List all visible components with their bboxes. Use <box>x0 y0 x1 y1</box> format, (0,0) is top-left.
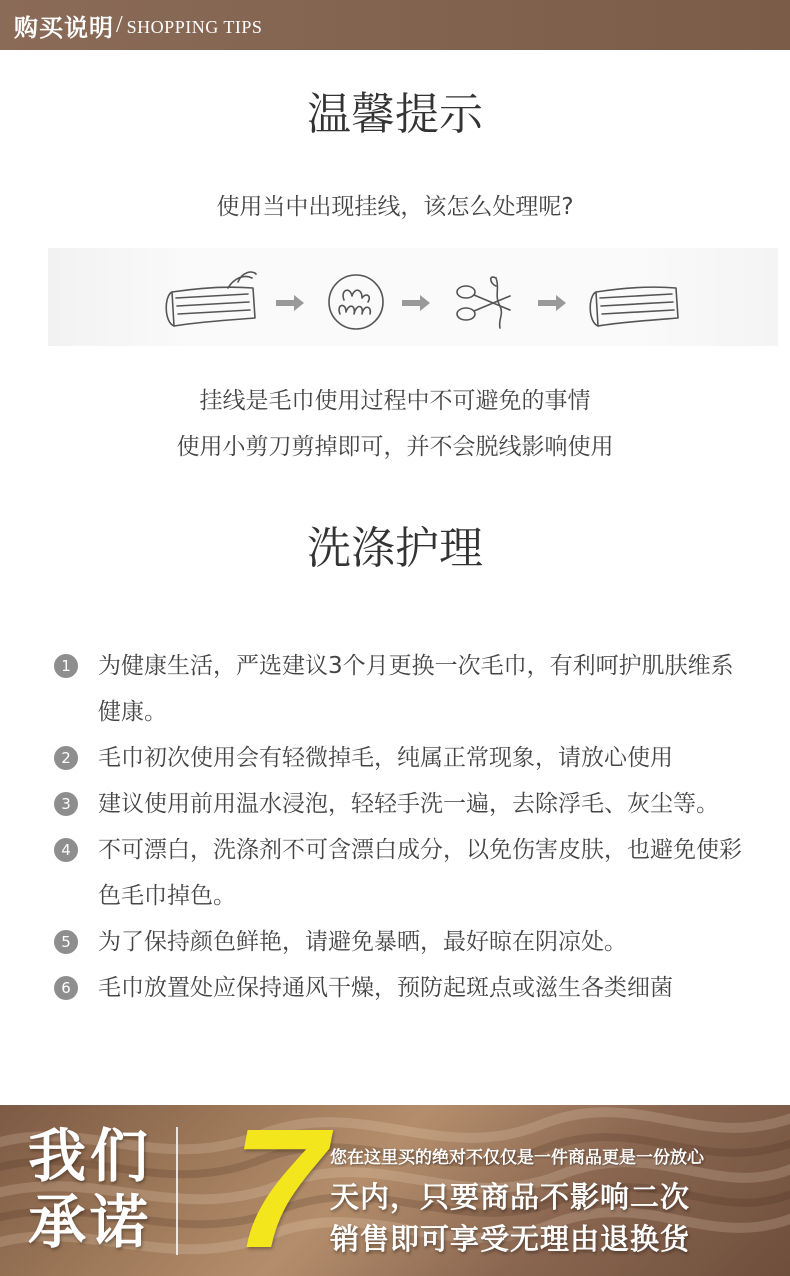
scissors-icon <box>457 277 510 328</box>
item-text: 为健康生活，严选建议3个月更换一次毛巾，有利呵护肌肤维系健康。 <box>98 653 734 725</box>
promise-big-line-1: 天内，只要商品不影响二次 <box>330 1180 691 1214</box>
header-title-en: SHOPPING TIPS <box>126 16 263 37</box>
promise-divider <box>176 1127 178 1255</box>
tips-note-line-1: 挂线是毛巾使用过程中不可避免的事情 <box>199 388 591 414</box>
item-number-badge: 1 <box>54 654 78 678</box>
tips-heading: 温馨提示 <box>307 89 483 140</box>
header-title-cn: 购买说明 <box>14 12 114 42</box>
promise-small-line: 您在这里买的绝对不仅仅是一件商品更是一份放心 <box>330 1148 704 1168</box>
tips-question: 使用当中出现挂线，该怎么处理呢? <box>216 194 574 220</box>
header-separator: / <box>116 11 123 38</box>
arrow-right-icon <box>276 295 304 311</box>
item-text: 不可漂白，洗涤剂不可含漂白成分，以免伤害皮肤，也避免使彩色毛巾掉色。 <box>98 837 742 909</box>
item-text: 毛巾放置处应保持通风干燥，预防起斑点或滋生各类细菌 <box>98 975 673 1001</box>
item-number-badge: 3 <box>54 792 78 816</box>
list-item <box>54 643 754 735</box>
loop-closeup-icon <box>329 275 383 329</box>
promise-days-number: 7 <box>232 1105 327 1276</box>
care-heading: 洗涤护理 <box>307 523 483 574</box>
promise-big-line-2: 销售即可享受无理由退换货 <box>330 1222 691 1256</box>
promise-banner <box>0 1105 790 1276</box>
tips-note-line-2: 使用小剪刀剪掉即可，并不会脱线影响使用 <box>176 434 614 460</box>
item-number-badge: 4 <box>54 838 78 862</box>
list-item <box>54 735 754 781</box>
item-text: 毛巾初次使用会有轻微掉毛，纯属正常现象，请放心使用 <box>98 745 673 771</box>
list-item <box>54 781 754 827</box>
item-number-badge: 5 <box>54 930 78 954</box>
item-text: 建议使用前用温水浸泡，轻轻手洗一遍，去除浮毛、灰尘等。 <box>98 791 719 817</box>
list-item <box>54 827 754 919</box>
list-item <box>54 919 754 965</box>
towel-icon <box>590 287 678 326</box>
list-item <box>54 965 754 1011</box>
towel-icon <box>166 272 256 326</box>
loose-thread-flow <box>48 248 778 346</box>
care-list <box>54 643 754 1011</box>
item-number-badge: 6 <box>54 976 78 1000</box>
arrow-right-icon <box>402 295 430 311</box>
item-text: 为了保持颜色鲜艳，请避免暴晒，最好晾在阴凉处。 <box>98 929 627 955</box>
item-number-badge: 2 <box>54 746 78 770</box>
promise-label: 我们承诺 <box>28 1122 153 1256</box>
header-bar <box>0 0 790 50</box>
arrow-right-icon <box>538 295 566 311</box>
